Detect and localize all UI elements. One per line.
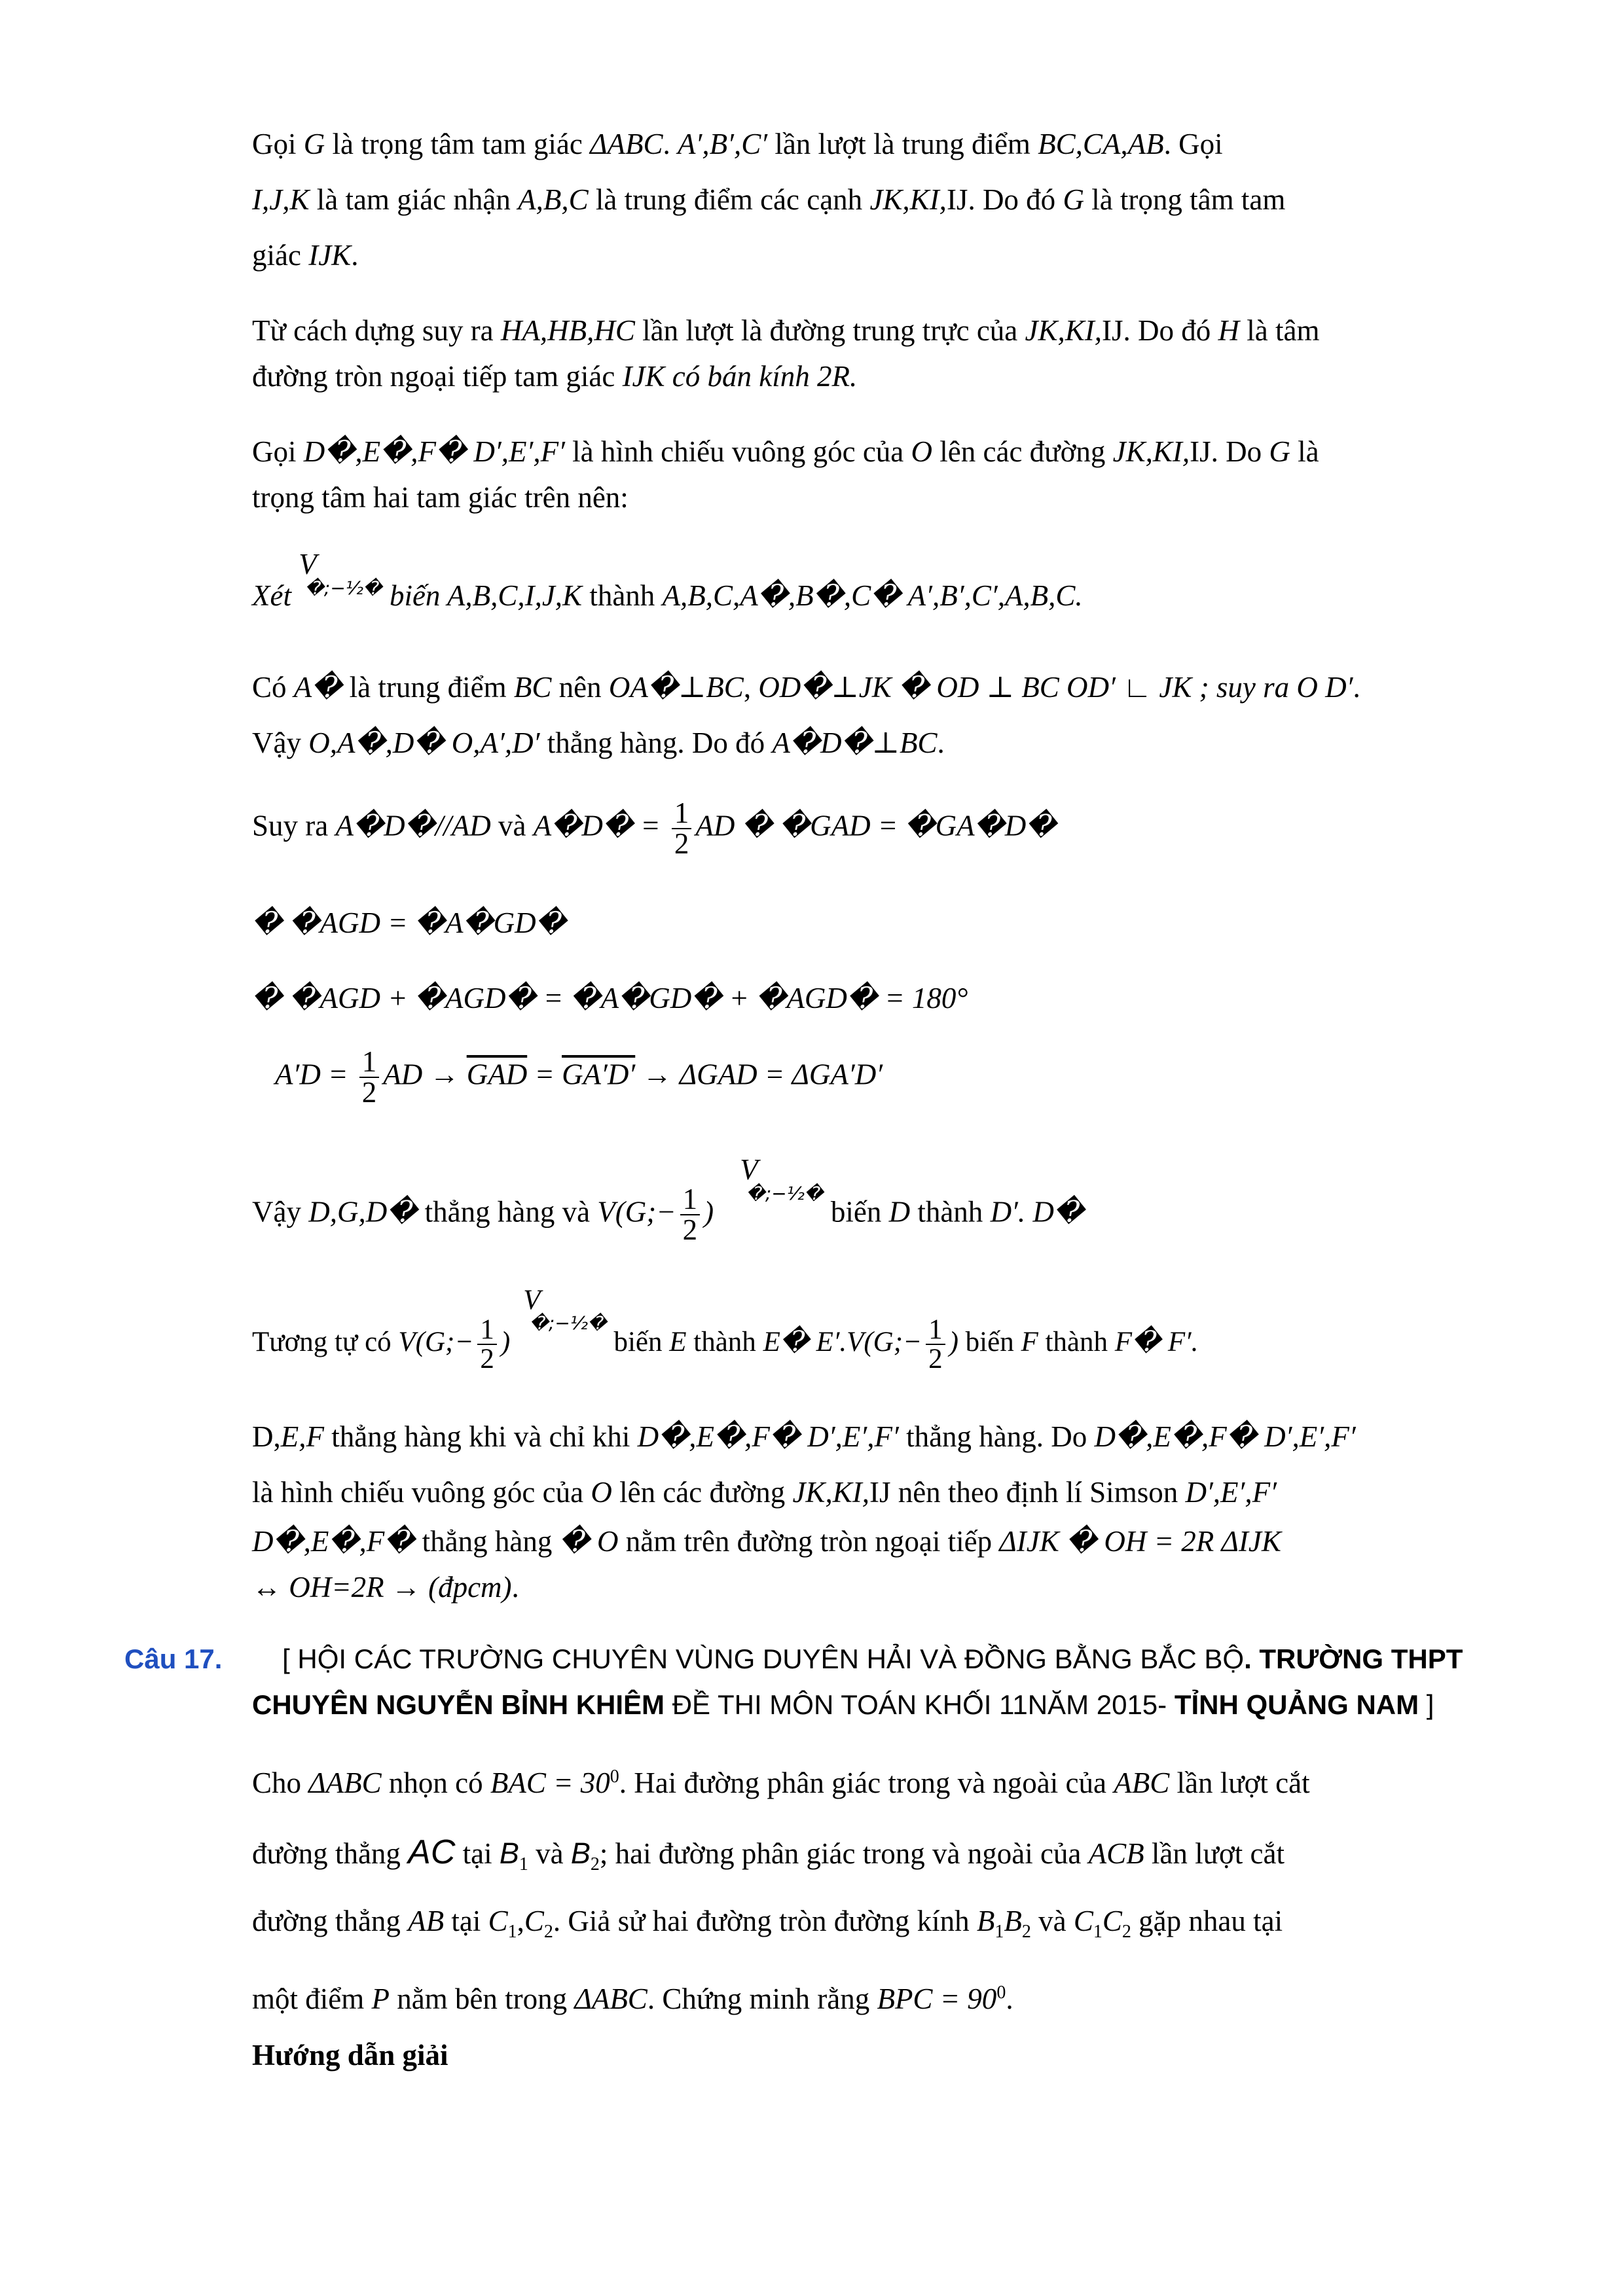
text: nằm bên trong (389, 1982, 575, 2015)
math: ΔABC (574, 1982, 647, 2015)
math: ) (704, 1195, 714, 1229)
text-line (252, 1522, 1281, 1561)
text: biến (382, 579, 447, 612)
text: ; hai đường phân giác trong và ngoài của (599, 1837, 1089, 1870)
math: B (570, 1837, 591, 1870)
math: OD ⊥ BC (936, 671, 1059, 704)
text: biến (958, 1326, 1021, 1357)
math: 1 (507, 1922, 517, 1942)
question-header (252, 1685, 1434, 1725)
text-line (252, 668, 1360, 707)
text: là (1290, 435, 1319, 468)
math: D�,E�,F� (303, 435, 467, 468)
math: D′. (990, 1195, 1026, 1229)
text: thành (582, 579, 663, 612)
math: 1 (994, 1922, 1004, 1942)
text: thẳng hàng (414, 1525, 560, 1558)
math: D′,E′,F′ (1256, 1420, 1356, 1453)
math: IJ (869, 1476, 891, 1509)
homothety-symbol (523, 1286, 606, 1333)
math: 2 (590, 1854, 600, 1874)
math: F� (1114, 1326, 1161, 1357)
text: . Do đó (1123, 314, 1218, 347)
text: . (511, 1571, 519, 1604)
math: → ΔGAD = ΔGA′D′ (635, 1058, 883, 1091)
math: �;−½� (530, 1312, 607, 1334)
text-line (252, 1568, 519, 1607)
text-line (275, 1047, 883, 1107)
source-text: CHUYÊN NGUYỄN BỈNH KHIÊM (252, 1689, 665, 1720)
math: OD′ ∟ JK ; suy ra O D′ (1059, 671, 1353, 704)
problem-line (252, 1757, 1310, 1803)
math: O (591, 1476, 612, 1509)
text: . (1006, 1982, 1013, 2015)
math: V (740, 1153, 758, 1186)
text: tại (444, 1905, 488, 1937)
text: lần lượt cắt (1144, 1837, 1285, 1870)
math: A�D�//AD (335, 809, 491, 842)
numerator: 1 (680, 1185, 701, 1215)
text: Từ cách dựng suy ra (252, 314, 501, 347)
math: ΔABC (308, 1767, 382, 1799)
math: E� (763, 1326, 809, 1357)
text: . Do (1211, 435, 1269, 468)
math: � �AGD + �AGD� = �A�GD� + �AGD� = 180° (252, 982, 968, 1014)
text: đường thẳng (252, 1905, 409, 1937)
text: thẳng hàng. Do đó (539, 726, 773, 759)
solution-heading: Hướng dẫn giải (252, 2039, 448, 2072)
text: và (1030, 1905, 1074, 1937)
math: 1 (519, 1854, 528, 1874)
math: ↔ OH=2R → (đpcm) (252, 1571, 512, 1604)
denominator: 2 (674, 827, 689, 860)
source-text: [ HỘI CÁC TRƯỜNG CHUYÊN VÙNG DUYÊN HẢI VÀ ĐỒNG BẰNG BẮC BỘ (282, 1643, 1245, 1674)
text: Có (252, 671, 294, 704)
text-line (252, 236, 358, 275)
text: . (1353, 671, 1360, 704)
math: � O (559, 1525, 619, 1558)
math: ) (500, 1326, 511, 1357)
math: � �AGD = �A�GD� (252, 906, 566, 939)
math: JK,KI, (1025, 314, 1103, 347)
text-line (252, 478, 629, 517)
math: F (1021, 1326, 1038, 1357)
text: thành (910, 1195, 991, 1229)
numerator: 1 (359, 1047, 380, 1078)
math: O,A′,D′ (444, 726, 540, 759)
text: là trọng tâm tam (1084, 183, 1286, 216)
math: IJK (308, 239, 352, 272)
math: ΔIJK (1214, 1525, 1281, 1558)
math: D� (1025, 1195, 1085, 1229)
math: G (1269, 435, 1290, 468)
denominator: 2 (480, 1344, 494, 1374)
math: D′,E′,F′ (800, 1420, 899, 1453)
angle: $\overline{GAD}$ (466, 1058, 528, 1091)
text: và (528, 1837, 571, 1870)
problem-line (252, 1901, 1283, 1952)
text: thành (686, 1326, 763, 1357)
math: BC (513, 671, 552, 704)
text-line (252, 548, 1083, 624)
fraction (477, 1316, 497, 1373)
text: và (490, 809, 534, 842)
math: A′,B′,C′ (678, 128, 768, 160)
math: ABC (1114, 1767, 1170, 1799)
math: � (891, 671, 937, 704)
math: IJK có bán kính 2R. (622, 360, 858, 393)
text-line (252, 798, 1056, 859)
math: D�,E�,F� (1094, 1420, 1257, 1453)
text: đường tròn ngoại tiếp tam giác (252, 360, 623, 393)
text-line (252, 357, 857, 396)
fraction (680, 1185, 701, 1245)
math: O,A�,D� (308, 726, 445, 759)
text: là tâm (1239, 314, 1320, 347)
text: trọng tâm hai tam giác trên nên: (252, 481, 629, 514)
math: Xét (252, 579, 299, 612)
math: D,G,D� (308, 1195, 418, 1229)
text-line (252, 180, 1285, 219)
text: . (351, 239, 359, 272)
text: . (937, 726, 945, 759)
text: . (663, 128, 678, 160)
text: nên theo định lí Simson (890, 1476, 1186, 1509)
math: G (303, 128, 325, 160)
math: E (669, 1326, 687, 1357)
angle: GA′D′ (562, 1058, 636, 1091)
text: biến (823, 1195, 889, 1229)
homothety-symbol (740, 1155, 823, 1203)
text: thành (1038, 1326, 1115, 1357)
math: V (299, 548, 317, 581)
question-header (124, 1640, 1463, 1679)
text: biến (606, 1326, 670, 1357)
math: A′,B′,C′,A,B,C. (901, 579, 1083, 612)
math: OA�⊥BC (608, 671, 744, 704)
text-line (252, 1473, 1277, 1512)
math: JK,KI, (792, 1476, 869, 1509)
math: D�,E�,F� (252, 1525, 415, 1558)
math: V (523, 1285, 541, 1316)
math: V(G;− (597, 1195, 676, 1229)
math: D′,E′,F′ (1185, 1476, 1277, 1509)
text: là trọng tâm tam giác (325, 128, 591, 160)
math: H (1218, 314, 1240, 347)
math: E′.V(G;− (809, 1326, 922, 1357)
text: . Do đó (968, 183, 1063, 216)
text: lên các đường (932, 435, 1113, 468)
math: I,J,K (252, 183, 310, 216)
math: AB (408, 1905, 445, 1937)
math: ) (949, 1326, 958, 1357)
math: V(G;− (398, 1326, 474, 1357)
text-line (252, 978, 968, 1018)
math: JK,KI, (1112, 435, 1190, 468)
text: lần lượt cắt (1169, 1767, 1310, 1799)
text: nhọn có (381, 1767, 490, 1799)
math: BPC = 90 (877, 1982, 997, 2015)
text: Suy ra (252, 809, 336, 842)
math: IJ (1102, 314, 1123, 347)
math: 2 (1122, 1922, 1131, 1942)
text: là hình chiếu vuông góc của (564, 435, 911, 468)
source-text: . TRƯỜNG THPT (1244, 1643, 1463, 1674)
math: 0 (610, 1767, 619, 1787)
math: BAC = 30 (490, 1767, 610, 1799)
math: C (1073, 1905, 1093, 1937)
math: �;−½� (305, 577, 382, 599)
text-line (252, 311, 1320, 350)
text: . Giả sử hai đường tròn đường kính (553, 1905, 977, 1937)
text: là trung điểm (342, 671, 514, 704)
math: G (1063, 183, 1084, 216)
math: A,B,C,A�,B�,C� (662, 579, 902, 612)
text: giác (252, 239, 309, 272)
math: 0 (996, 1982, 1006, 2003)
math: JK,KI, (869, 183, 947, 216)
numerator: 1 (672, 798, 692, 829)
math: HA,HB,HC (500, 314, 635, 347)
text: lên các đường (611, 1476, 793, 1509)
math: A,B,C,I,J,K (447, 579, 583, 612)
math: C (524, 1905, 544, 1937)
math: A� (293, 671, 342, 704)
math: OD�⊥JK (758, 671, 892, 704)
math: A′D = (275, 1058, 356, 1091)
numerator: 1 (477, 1316, 497, 1345)
math: = (527, 1058, 562, 1091)
text: Vậy (252, 1195, 309, 1229)
text: . Chứng minh rằng (647, 1982, 877, 2015)
text: gặp nhau tại (1131, 1905, 1283, 1937)
math: C (1102, 1905, 1122, 1937)
text: là hình chiếu vuông góc của (252, 1476, 591, 1509)
text: là tam giác nhận (309, 183, 519, 216)
math: 2 (543, 1922, 553, 1942)
math: P (371, 1982, 390, 2015)
text-line (252, 124, 1223, 164)
text: D, (252, 1420, 281, 1453)
text-line (252, 903, 566, 942)
text: Vậy (252, 726, 309, 759)
math: A�D� = (533, 809, 668, 842)
text-line (252, 1285, 1199, 1374)
text: thẳng hàng khi và chỉ khi (323, 1420, 638, 1453)
math: B (976, 1905, 995, 1937)
math: B (499, 1837, 519, 1870)
math: E,F (280, 1420, 324, 1453)
text: đường thẳng (252, 1837, 409, 1870)
text: Tương tự có (252, 1326, 399, 1357)
text: , (743, 671, 759, 704)
question-label: Câu 17. (124, 1643, 223, 1674)
math: BC,CA,AB (1038, 128, 1164, 160)
math: AC (408, 1833, 456, 1871)
math: A�D�⊥BC (772, 726, 938, 759)
math: �;−½� (746, 1183, 824, 1204)
denominator: 2 (928, 1344, 943, 1374)
text-line (252, 432, 1319, 471)
text: một điểm (252, 1982, 372, 2015)
text: Cho (252, 1767, 309, 1799)
text: . Gọi (1163, 128, 1223, 160)
math: D�,E�,F� (637, 1420, 801, 1453)
source-text: TỈNH QUẢNG NAM (1174, 1689, 1419, 1720)
math: , (517, 1905, 524, 1937)
math: F′. (1161, 1326, 1199, 1357)
text-line (252, 1153, 1085, 1246)
math: 1 (1093, 1922, 1103, 1942)
math: AD → (383, 1058, 467, 1091)
math: B (1004, 1905, 1022, 1937)
homothety-symbol (299, 550, 382, 598)
text: tại (455, 1837, 500, 1870)
text: Gọi (252, 435, 304, 468)
text: thẳng hàng và (417, 1195, 598, 1229)
text-line (252, 1417, 1356, 1456)
math: C (488, 1905, 508, 1937)
text-line (252, 723, 945, 762)
math: A,B,C (518, 183, 589, 216)
fraction (926, 1316, 945, 1373)
problem-line (252, 1973, 1013, 2018)
math: 2 (1021, 1922, 1031, 1942)
fraction (359, 1047, 380, 1107)
source-text: ĐỀ THI MÔN TOÁN KHỐI 11NĂM 2015- (665, 1689, 1175, 1720)
math: IJ (1190, 435, 1211, 468)
text: . Hai đường phân giác trong và ngoài của (619, 1767, 1114, 1799)
math: ACB (1088, 1837, 1144, 1870)
math: D (888, 1195, 911, 1229)
numerator: 1 (926, 1316, 945, 1345)
math: AD (695, 809, 735, 842)
math: ΔABC (590, 128, 663, 160)
text: nên (551, 671, 609, 704)
source-text: ] (1419, 1689, 1434, 1720)
math: D′,E′,F′ (466, 435, 565, 468)
text: lần lượt là trung điểm (767, 128, 1038, 160)
text: Gọi (252, 128, 304, 160)
problem-line (252, 1833, 1285, 1884)
fraction (672, 798, 692, 859)
math: ΔIJK � OH = 2R (999, 1525, 1214, 1558)
text: nằm trên đường tròn ngoại tiếp (618, 1525, 1000, 1558)
text: lần lượt là đường trung trực của (634, 314, 1025, 347)
denominator: 2 (361, 1076, 377, 1109)
denominator: 2 (682, 1213, 698, 1246)
math: O (911, 435, 933, 468)
math: � �GAD = �GA�D� (735, 809, 1057, 842)
text: là trung điểm các cạnh (588, 183, 870, 216)
text: thẳng hàng. Do (898, 1420, 1095, 1453)
math: IJ (946, 183, 968, 216)
